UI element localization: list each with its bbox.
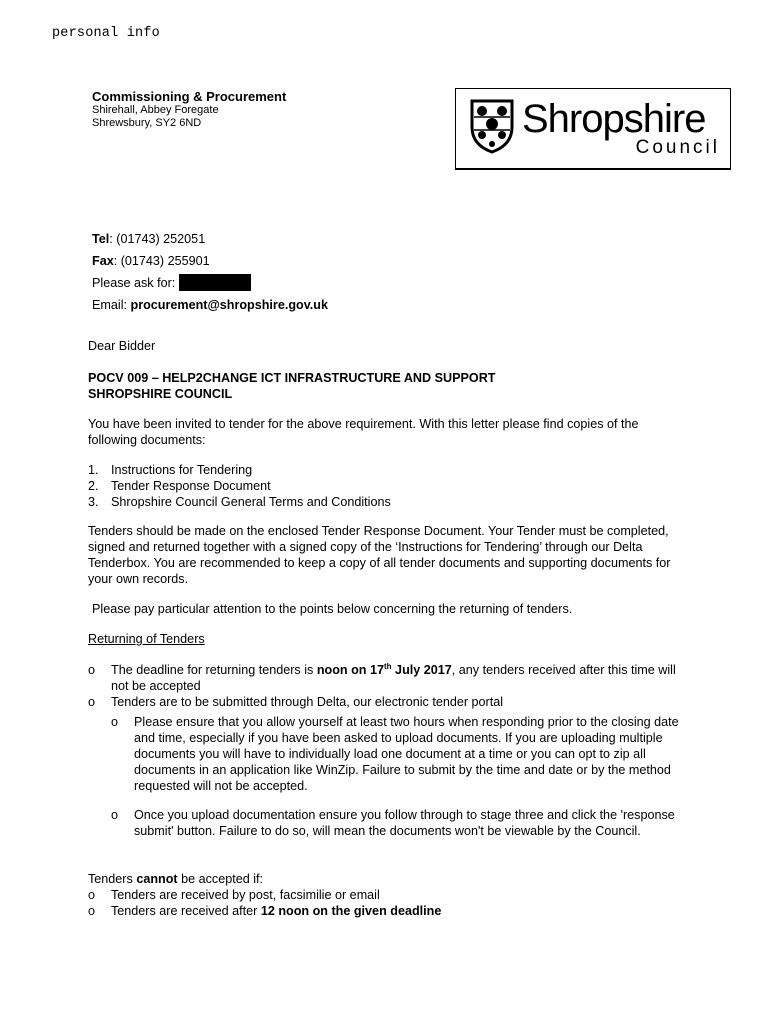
greeting: Dear Bidder — [88, 339, 156, 353]
cannot-heading: Tenders cannot be accepted if: — [88, 872, 264, 886]
list-item: 1. Instructions for Tendering — [88, 463, 253, 477]
subject-line-1: POCV 009 – HELP2CHANGE ICT INFRASTRUCTURE AND SUPPORT — [88, 371, 496, 385]
tel-line — [92, 228, 328, 250]
ask-line — [92, 272, 328, 294]
council-logo — [455, 88, 731, 170]
document-list — [88, 462, 688, 510]
personal-info-stamp: personal info — [52, 26, 160, 41]
attention-paragraph: Please pay particular attention to the points below concerning the returning of tenders. — [92, 602, 573, 616]
email-line — [92, 294, 328, 316]
list-item: o Tenders are received by post, facsimilie or email — [88, 888, 380, 902]
redaction-box — [179, 274, 251, 291]
bullet-marker: o — [88, 904, 96, 918]
email-address[interactable]: procurement@shropshire.gov.uk — [130, 298, 328, 312]
list-item: o Tenders are to be submitted through Delta, our electronic tender portal — [88, 695, 504, 709]
contact-details — [92, 228, 328, 316]
fax-number: : (01743) 255901 — [113, 254, 210, 268]
fax-line — [92, 250, 328, 272]
tender-paragraph: Tenders should be made on the enclosed Tender Response Document. Your Tender must be completed, signed and returned together with a signed copy of the ‘Instructions for Tendering’ through our Delta Tenderbox. You are recommended to keep a copy of all tender documents and supporting documents for your own records. — [88, 524, 671, 586]
intro-paragraph: You have been invited to tender for the above requirement. With this letter please find copies of the following documents: — [88, 417, 639, 447]
email-label: Email: — [92, 298, 131, 312]
list-item: o Please ensure that you allow yourself at least two hours when responding prior to the closing date and time, especially if you have been asked to upload documents. If you are uploading multiple documents you will have to individually load one document at a time or you can opt to zip all documents in an application like WinZip. Failure to submit by the time and date or by the method requested will not be accepted. — [111, 715, 679, 793]
ask-label: Please ask for: — [92, 276, 176, 290]
tel-label: Tel — [92, 232, 110, 246]
logo-subtitle: Council — [635, 137, 720, 158]
tel-number: : (01743) 252051 — [109, 232, 206, 246]
address-line-1: Shirehall, Abbey Foregate — [92, 104, 219, 116]
bullet-marker: o — [111, 808, 119, 822]
bullet-marker: o — [88, 663, 96, 677]
department-name: Commissioning & Procurement — [92, 89, 287, 104]
subject-line-2: SHROPSHIRE COUNCIL — [88, 387, 233, 401]
sender-address — [92, 89, 286, 130]
cannot-section — [88, 871, 688, 919]
subject-heading — [88, 370, 495, 402]
list-item: 3. Shropshire Council General Terms and Conditions — [88, 495, 391, 509]
crest-icon — [468, 97, 516, 155]
fax-label: Fax — [92, 254, 114, 268]
bullet-marker: o — [88, 888, 96, 902]
list-item: o The deadline for returning tenders is noon on 17th July 2017, any tenders received after this time will not be accepted — [88, 662, 676, 693]
list-item: o Once you upload documentation ensure you follow through to stage three and click the 'response submit' button. Failure to do so, will mean the documents won't be viewable by the Council. — [111, 808, 675, 838]
returning-heading: Returning of Tenders — [88, 632, 205, 646]
list-item: 2. Tender Response Document — [88, 479, 271, 493]
logo-wordmark: Shropshire — [522, 97, 706, 141]
returning-list — [88, 662, 688, 839]
address-line-2: Shrewsbury, SY2 6ND — [92, 117, 202, 129]
bullet-marker: o — [111, 715, 119, 729]
bullet-marker: o — [88, 695, 96, 709]
list-item: o Tenders are received after 12 noon on the given deadline — [88, 904, 442, 918]
